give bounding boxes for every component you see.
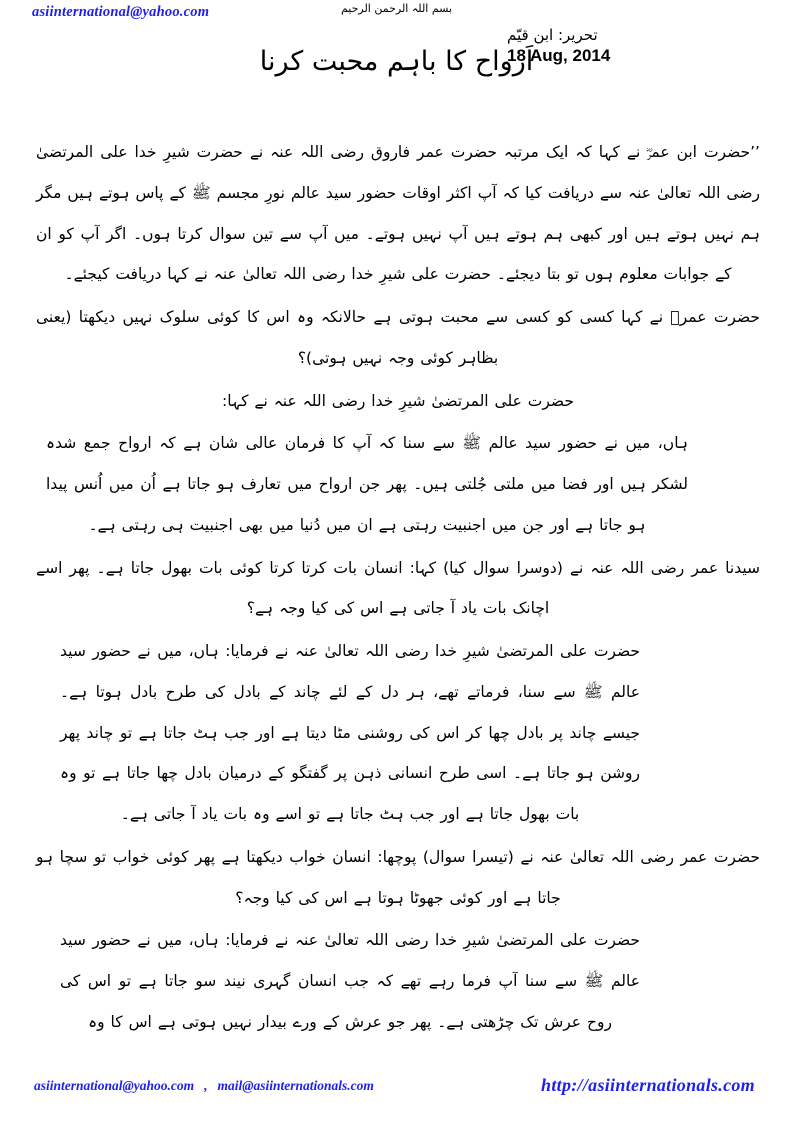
article-paragraph: حضرت علی المرتضیٰ شیرِ خدا رضی اللہ عنہ نے کہا:: [222, 391, 574, 410]
publication-date: 18 Aug, 2014: [507, 45, 611, 65]
header-email[interactable]: asiinternational@yahoo.com: [32, 4, 210, 20]
bismillah-text: بسم اللہ الرحمن الرحیم: [340, 2, 453, 15]
footer-separator: ,: [204, 1078, 208, 1093]
article-paragraph: سیدنا عمر رضی اللہ عنہ نے (دوسرا سوال کیا) کہا: انسان بات کرتا کرتا کوئی بات بھول جاتا ہے۔ پھر اسے اچانک بات یاد آ جاتی ہے اس کی کیا وجہ ہے؟: [36, 558, 760, 618]
article-paragraph: حضرت عمرؓ نے کہا کسی کو کسی سے محبت ہوتی ہے حالانکہ وہ اس کا کوئی سلوک نہیں دیکھتا (یعنی بظاہر کوئی وجہ نہیں ہوتی)؟: [36, 308, 760, 367]
footer-email-primary[interactable]: asiinternational@yahoo.com: [34, 1078, 195, 1093]
article-paragraph: حضرت علی المرتضیٰ شیرِ خدا رضی اللہ تعالیٰ عنہ نے فرمایا: ہاں، میں نے حضور سید عالم ﷺ سے سنا آپ فرما رہے تھے کہ جب انسان گہری نیند سو جاتا ہے تو اس کی روح عرش تک چڑھتی ہے۔ پھر جو عرش کے ورے بیدار نہیں ہوتی ہے اس کا وہ: [60, 931, 640, 1031]
footer-contact-emails: [34, 1078, 374, 1094]
page-footer: [0, 1075, 793, 1106]
article-paragraph: حضرت علی المرتضیٰ شیرِ خدا رضی اللہ تعالیٰ عنہ نے فرمایا: ہاں، میں نے حضور سید عالم ﷺ سے سنا، فرماتے تھے، ہر دل کے لئے چاند کے بادل کی طرح بادل ہوتا ہے۔ جیسے چاند پر بادل چھا کر اس کی روشنی مٹا دیتا ہے اور جب ہٹ جاتا ہے تو چاند پھر روشن ہو جاتا ہے۔ اسی طرح انسانی ذہن پر گفتگو کے درمیان بادل چھا جاتا ہے تو وہ بات بھول جاتا ہے اور جب ہٹ جاتا ہے تو اسے وہ بات یاد آ جاتی ہے۔: [60, 642, 640, 823]
author-credit: تحریر: ابن قیّم: [507, 26, 598, 44]
article-paragraph: ’’حضرت ابن عمرؓ نے کہا کہ ایک مرتبہ حضرت عمر فاروق رضی اللہ عنہ نے حضرت شیرِ خدا علی المرتضیٰ رضی اللہ تعالیٰ عنہ سے دریافت کیا کہ آپ اکثر اوقات حضور سید عالم نورِ مجسم ﷺ کے پاس ہوتے ہیں مگر ہم نہیں ہوتے ہیں اور کبھی ہم ہوتے ہیں آپ نہیں ہوتے۔ میں آپ سے تین سوال کرتا ہوں۔ اگر آپ کو ان کے جوابات معلوم ہوں تو بتا دیجئے۔ حضرت علی شیرِ خدا رضی اللہ تعالیٰ عنہ نے کہا دریافت کیجئے۔: [36, 143, 760, 284]
footer-email-secondary[interactable]: mail@asiinternationals.com: [217, 1078, 374, 1093]
article-body: [36, 132, 760, 1045]
article-paragraph: حضرت عمر رضی اللہ تعالیٰ عنہ نے (تیسرا سوال) پوچھا: انسان خواب دیکھتا ہے پھر کوئی خواب تو سچا ہو جاتا ہے اور کوئی جھوٹا ہوتا ہے اس کی کیا وجہ؟: [36, 847, 760, 907]
article-paragraph: ہاں، میں نے حضور سید عالم ﷺ سے سنا کہ آپ کا فرمان عالی شان ہے کہ ارواح جمع شدہ لشکر ہیں اور فضا میں ملتی جُلتی ہیں۔ پھر جن ارواح میں تعارف ہو جاتا ہے اُن میں اُنس پیدا ہو جاتا ہے اور جن میں اجنبیت رہتی ہے ان میں دُنیا میں بھی اجنبیت ہی رہتی ہے۔: [46, 434, 688, 534]
page-header: [0, 0, 793, 120]
footer-website-link[interactable]: http://asiinternationals.com: [541, 1075, 755, 1095]
page-title: اَرواح کا باہم محبت کرنا: [259, 46, 534, 77]
